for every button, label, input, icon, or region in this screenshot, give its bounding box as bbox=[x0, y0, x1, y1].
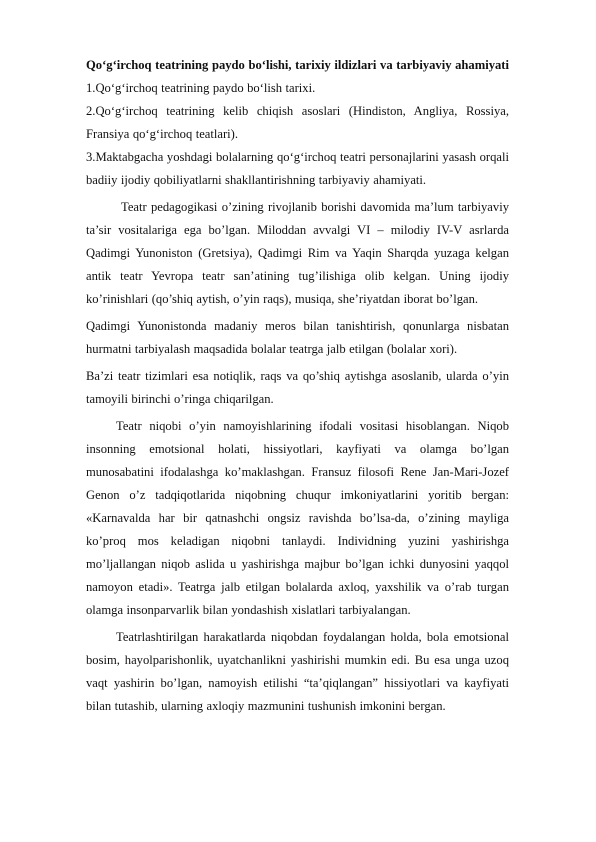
paragraph-theatre-pedagogy: Teatr pedagogikasi o’zining rivojlanib borishi davomida ma’lum tarbiyaviy ta’sir vositalariga ega bo’lgan. Miloddan avvalgi VI – milodiy IV-V asrlarda Qadimgi Yunoniston (Gretsiya), Qadimgi Rim va Yaqin Sharqda yuzaga kelgan antik teatr Yevropa teatr san’atining tug’ilishiga olib kelgan. Uning ijodiy ko’rinishlari (qo’shiq aytish, o’yin raqs), musiqa, she’riyatdan iborat bo’lgan. bbox=[86, 200, 509, 306]
document-page bbox=[86, 54, 509, 718]
outline-item-1: 1.Qo‘g‘irchoq teatrining paydo bo‘lish tarixi. bbox=[86, 81, 316, 95]
paragraph-ancient-greece: Qadimgi Yunonistonda madaniy meros bilan tanishtirish, qonunlarga nisbatan hurmatni tarbiyalash maqsadida bolalar teatrga jalb etilgan (bolalar xori). bbox=[86, 319, 509, 356]
outline-item-2: 2.Qo‘g‘irchoq teatrining kelib chiqish asoslari (Hindiston, Angliya, Rossiya, Fransiya qo‘g‘irchoq teatlari). bbox=[86, 104, 509, 141]
paragraph-theatre-mask: Teatr niqobi o’yin namoyishlarining ifodali vositasi hisoblangan. Niqob insonning emotsional holati, hissiyotlari, kayfiyati va olamga bo’lgan munosabatini ifodalashga ko’maklashgan. Fransuz filosofi Rene Jan-Mari-Jozef Genon o’z tadqiqotlarida niqobning chuqur imkoniyatlarini yoritib bergan: «Karnavalda har bir qatnashchi ongsiz ravishda bo’lsa-da, o’zining mayliga ko’proq mos keladigan niqobni tanlaydi. Individning yuzini yashirishga mo’ljallangan niqob aslida u yashirishga majbur bo’lgan ichki dunyosini yaqqol namoyon etadi». Teatrga jalb etilgan bolalarda axloq, yaxshilik va o’rab turgan olamga insonparvarlik bilan yondashish xislatlari tarbiyalangan. bbox=[86, 419, 509, 617]
paragraph-theatre-systems: Ba’zi teatr tizimlari esa notiqlik, raqs va qo’shiq aytishga asoslanib, ularda o’yin tamoyili birinchi o’ringa chiqarilgan. bbox=[86, 369, 509, 406]
document-title: Qo‘g‘irchoq teatrining paydo bo‘lishi, tarixiy ildizlari va tarbiyaviy ahamiyati bbox=[86, 58, 509, 72]
outline-item-3: 3.Maktabgacha yoshdagi bolalarning qo‘g‘irchoq teatri personajlarini yasash orqali badiiy ijodiy qobiliyatlarni shakllantirishning tarbiyaviy ahamiyati. bbox=[86, 150, 509, 187]
paragraph-mask-usage: Teatrlashtirilgan harakatlarda niqobdan foydalangan holda, bola emotsional bosim, hayolparishonlik, uyatchanlikni yashirishi mumkin edi. Bu esa unga uzoq vaqt yashirin bo’lgan, namoyish etilishi “ta’qiqlangan” hissiyotlari va kayfiyati bilan tutashib, ularning axloqiy mazmunini tushunish imkonini bergan. bbox=[86, 630, 509, 713]
